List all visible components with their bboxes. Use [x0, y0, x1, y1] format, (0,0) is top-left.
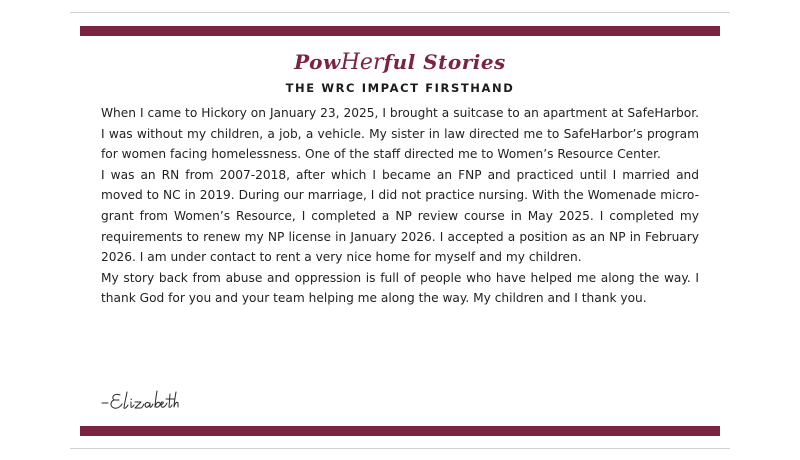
handwritten-signature	[100, 386, 180, 420]
section-subtitle: THE WRC IMPACT FIRSTHAND	[285, 81, 515, 95]
story-body	[101, 103, 699, 309]
story-paragraph-3: My story back from abuse and oppression is full of people who have helped me along the way. I thank God for you and your team helping me along the way. My children and I thank you.	[101, 270, 699, 306]
title-part-pow: Pow	[294, 50, 341, 74]
top-divider-line	[70, 12, 730, 13]
story-paragraph-1: When I came to Hickory on January 23, 2025, I brought a suitcase to an apartment at SafeHarbor. I was without my children, a job, a vehicle. My sister in law directed me to SafeHarbor’s program for women facing homelessness. One of the staff directed me to Women’s Resource Center.	[101, 106, 699, 162]
story-paragraph-2: I was an RN from 2007-2018, after which I became an FNP and practiced until I married and moved to NC in 2019. During our marriage, I did not practice nursing. With the Womenade micro-grant from Women’s Resource, I completed a NP review course in May 2025. I completed my requirements to renew my NP license in January 2026. I accepted a position as an NP in February 2026. I am under contact to rent a very nice home for myself and my children.	[101, 167, 699, 265]
bottom-accent-band	[80, 426, 720, 436]
section-title	[0, 50, 800, 75]
top-accent-band	[80, 26, 720, 36]
title-part-ful-stories: ful Stories	[383, 50, 506, 74]
bottom-divider-line	[70, 448, 730, 449]
title-part-her: Her	[340, 50, 384, 75]
